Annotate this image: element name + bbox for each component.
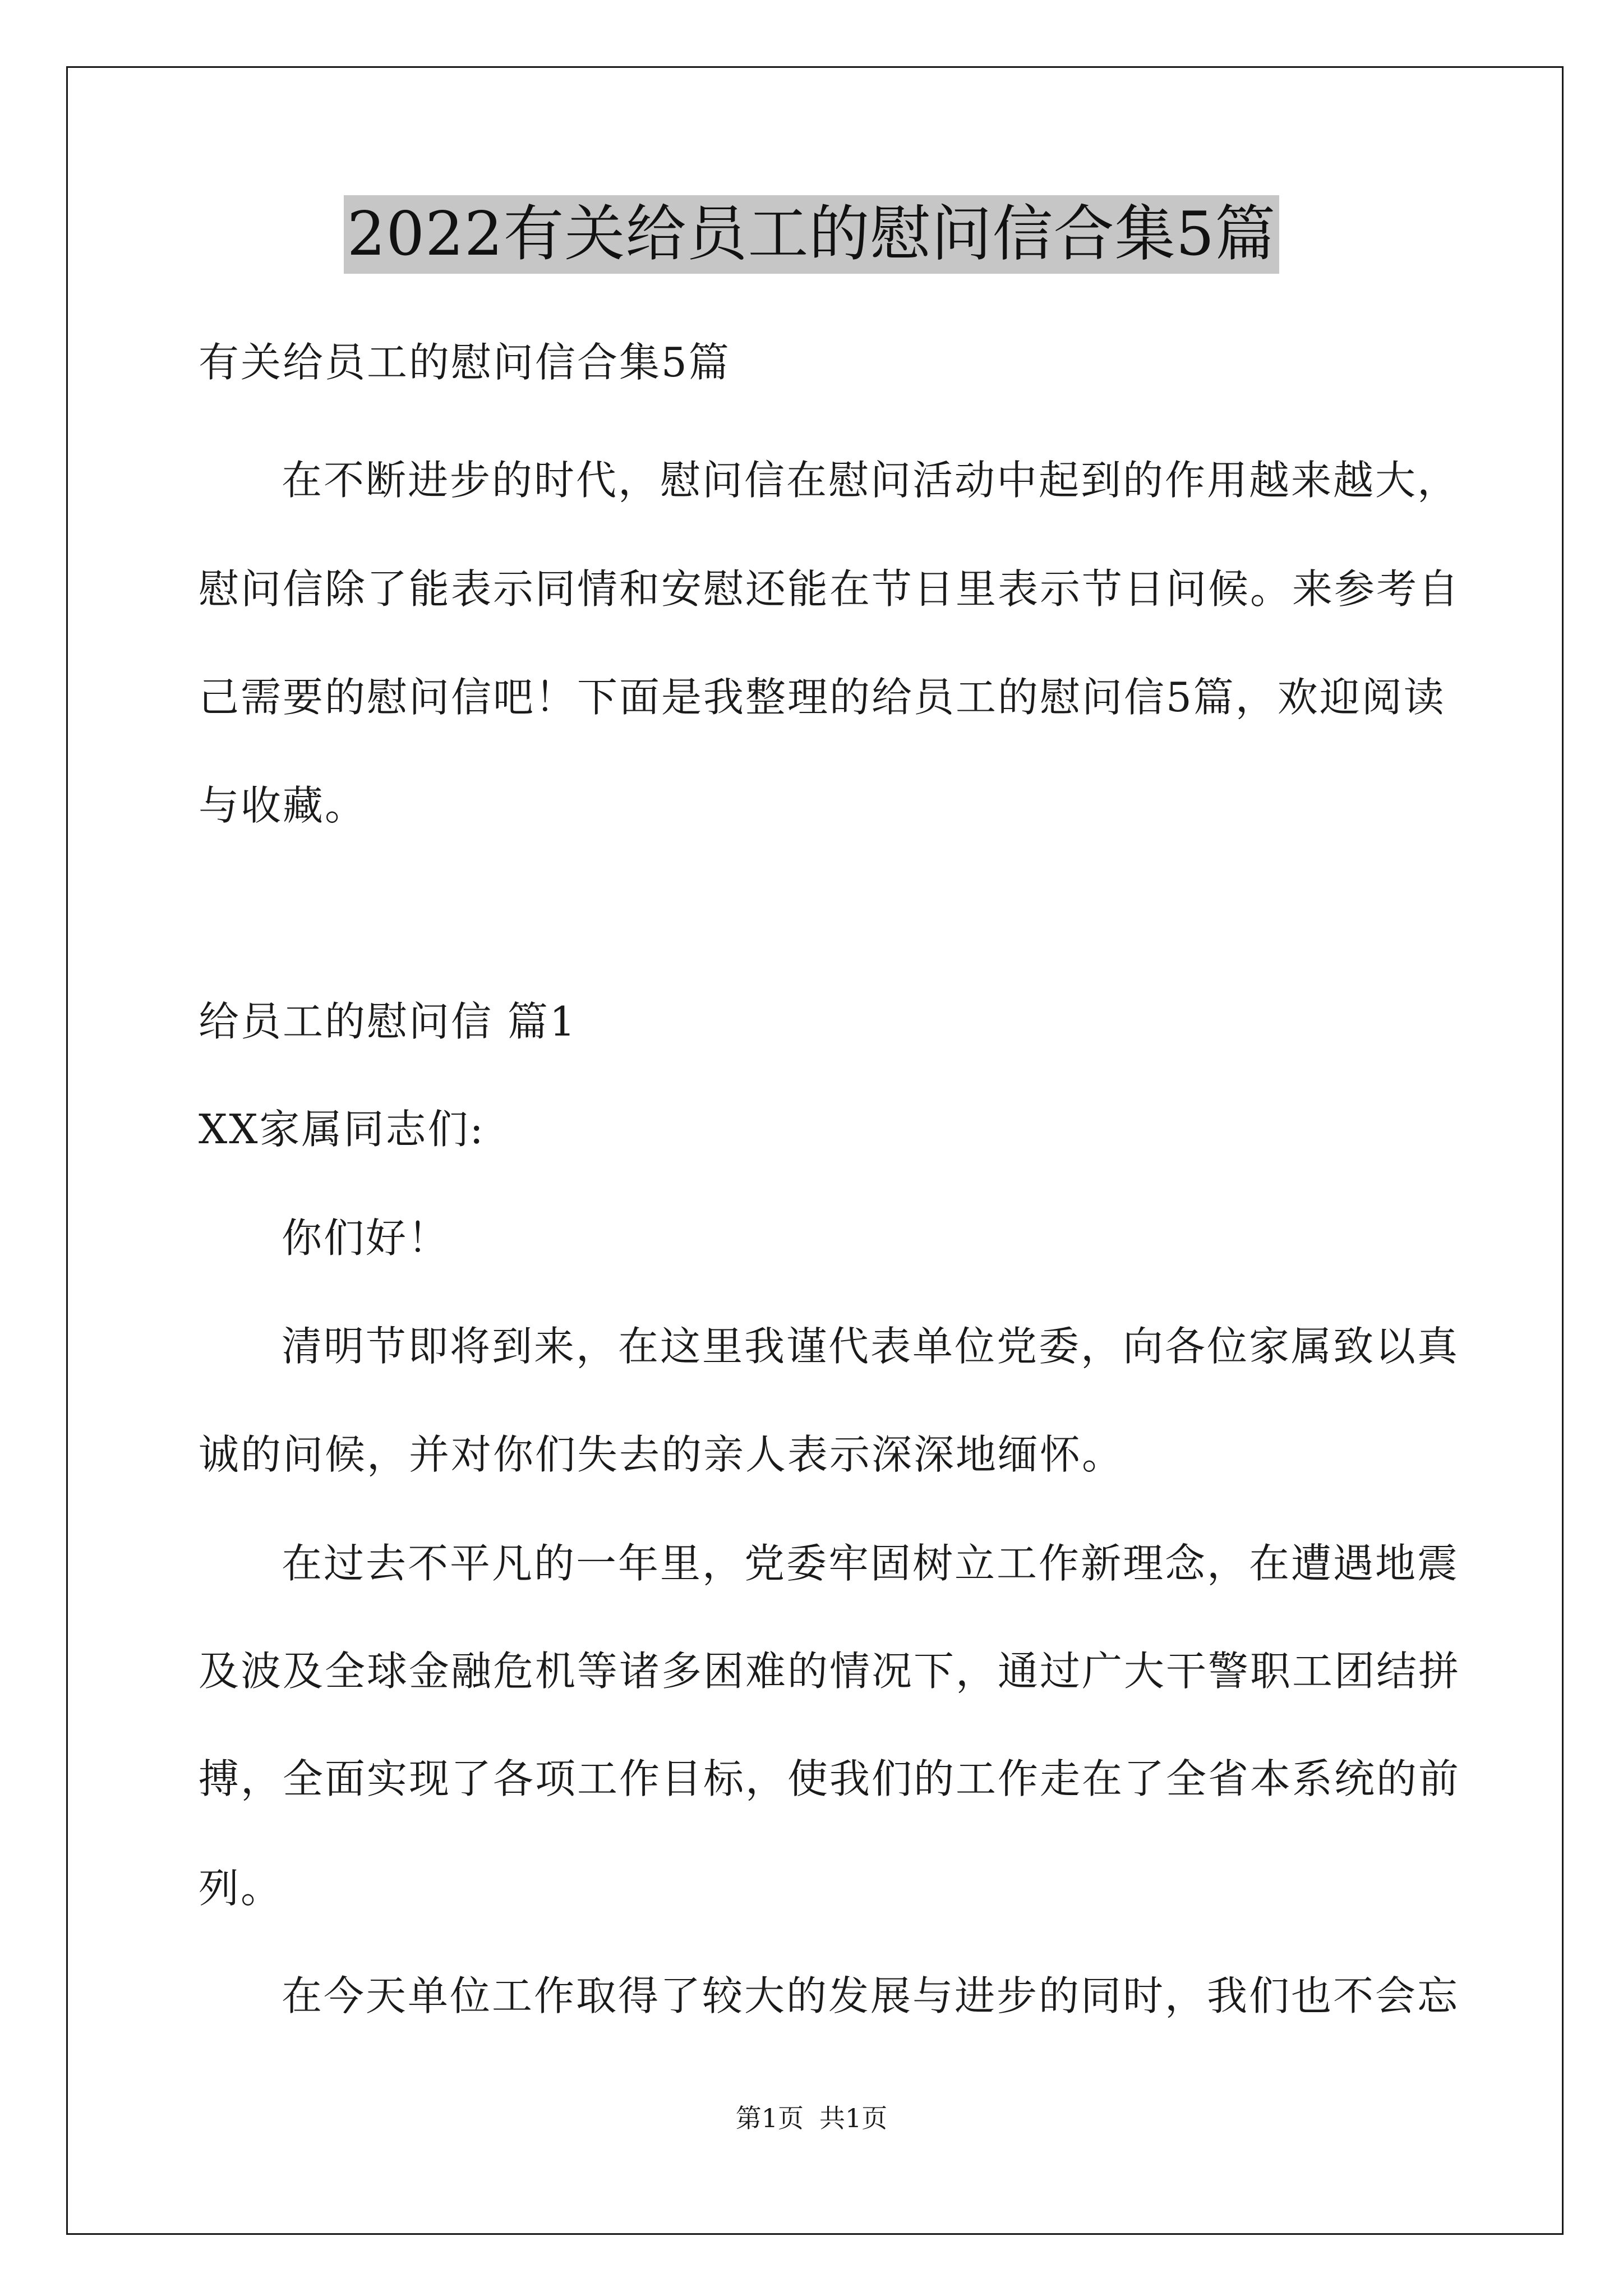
paragraph-line: 及波及全球金融危机等诸多困难的情况下，通过广大干警职工团结拼 xyxy=(199,1648,1461,1695)
paragraph-line: 慰问信除了能表示同情和安慰还能在节日里表示节日问候。来参考自 xyxy=(199,565,1461,613)
page-number: 第1页 xyxy=(735,2103,804,2133)
salutation-line: XX家属同志们: xyxy=(199,1106,485,1153)
paragraph-line: 诚的问候，并对你们失去的亲人表示深深地缅怀。 xyxy=(199,1431,1124,1478)
page-footer xyxy=(0,2098,1623,2135)
document-title: 2022有关给员工的慰问信合集5篇 xyxy=(344,195,1280,274)
paragraph-line: 在过去不平凡的一年里，党委牢固树立工作新理念，在遭遇地震 xyxy=(282,1540,1460,1587)
document-title-wrap xyxy=(0,195,1623,274)
greeting-line: 你们好！ xyxy=(282,1214,450,1262)
paragraph-line: 在不断进步的时代，慰问信在慰问活动中起到的作用越来越大， xyxy=(282,457,1460,504)
section-heading: 给员工的慰问信 篇1 xyxy=(199,998,577,1045)
page-total: 共1页 xyxy=(819,2103,888,2133)
paragraph-line: 搏，全面实现了各项工作目标，使我们的工作走在了全省本系统的前 xyxy=(199,1755,1461,1802)
paragraph-line: 清明节即将到来，在这里我谨代表单位党委，向各位家属致以真 xyxy=(282,1323,1460,1370)
paragraph-line: 与收藏。 xyxy=(199,782,367,829)
paragraph-line: 列。 xyxy=(199,1865,283,1912)
subtitle-line: 有关给员工的慰问信合集5篇 xyxy=(199,339,731,386)
paragraph-line: 在今天单位工作取得了较大的发展与进步的同时，我们也不会忘 xyxy=(282,1972,1460,2019)
paragraph-line: 己需要的慰问信吧！下面是我整理的给员工的慰问信5篇，欢迎阅读 xyxy=(199,674,1446,721)
